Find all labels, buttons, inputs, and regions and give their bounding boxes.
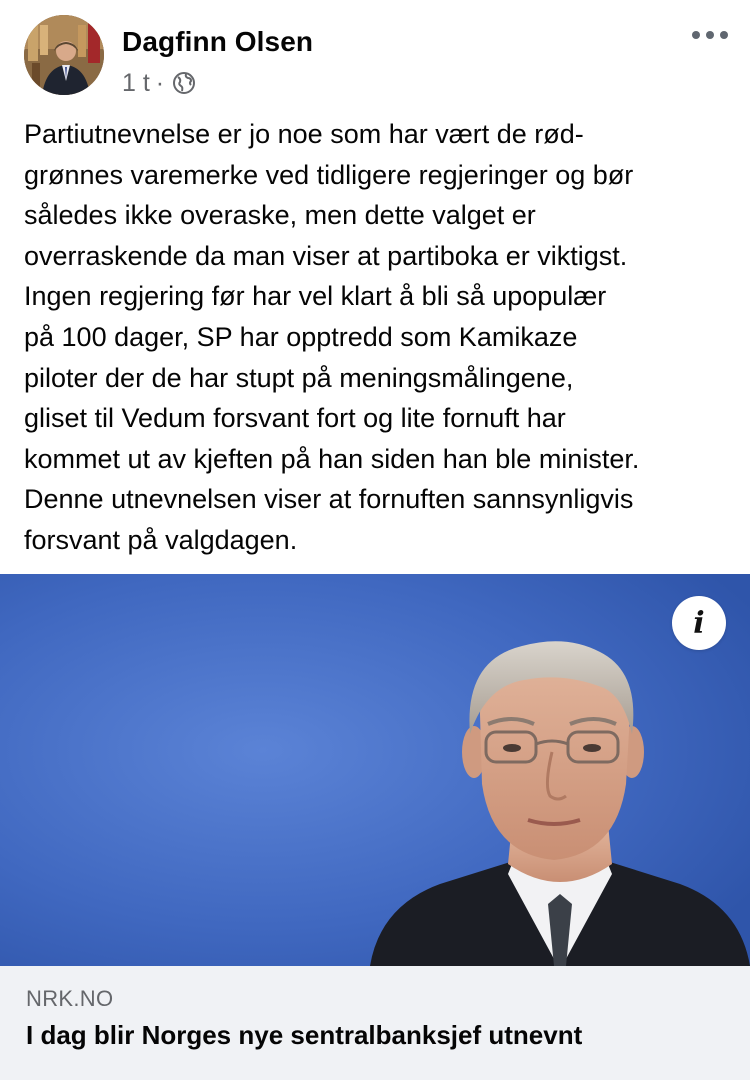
news-photo [0, 574, 750, 966]
link-title[interactable]: I dag blir Norges nye sentralbanksjef utnevnt [26, 1020, 583, 1050]
link-source-domain: NRK.NO [26, 986, 114, 1011]
more-options-icon[interactable] [692, 28, 728, 42]
author-avatar[interactable] [24, 15, 104, 95]
link-preview-footer[interactable] [0, 966, 750, 1080]
post-meta [122, 68, 196, 98]
info-icon[interactable]: i [672, 596, 726, 650]
more-dot [692, 31, 700, 39]
more-dot [706, 31, 714, 39]
avatar-image [24, 15, 104, 95]
post-timestamp[interactable]: 1 t [122, 68, 150, 97]
globe-icon[interactable] [172, 71, 196, 95]
post-header [0, 0, 750, 112]
more-dot [720, 31, 728, 39]
link-preview-image[interactable] [0, 574, 750, 966]
link-preview-card[interactable] [0, 574, 750, 1080]
post-text: Partiutnevnelse er jo noe som har vært de rød- grønnes varemerke ved tidligere regjeringer og bør således ikke overaske, men dette valget er overraskende da man viser at partiboka er viktigst. Ingen regjering før har vel klart å bli så upopulær på 100 dager, SP har opptredd som Kamikaze piloter der de har stupt på meningsmålingene, gliset til Vedum forsvant fort og lite fornuft har kommet ut av kjeften på han siden han ble minister. Denne utnevnelsen viser at fornuften sannsynligvis forsvant på valgdagen. [24, 119, 640, 555]
author-name[interactable]: Dagfinn Olsen [122, 26, 314, 57]
meta-separator: · [155, 68, 165, 97]
